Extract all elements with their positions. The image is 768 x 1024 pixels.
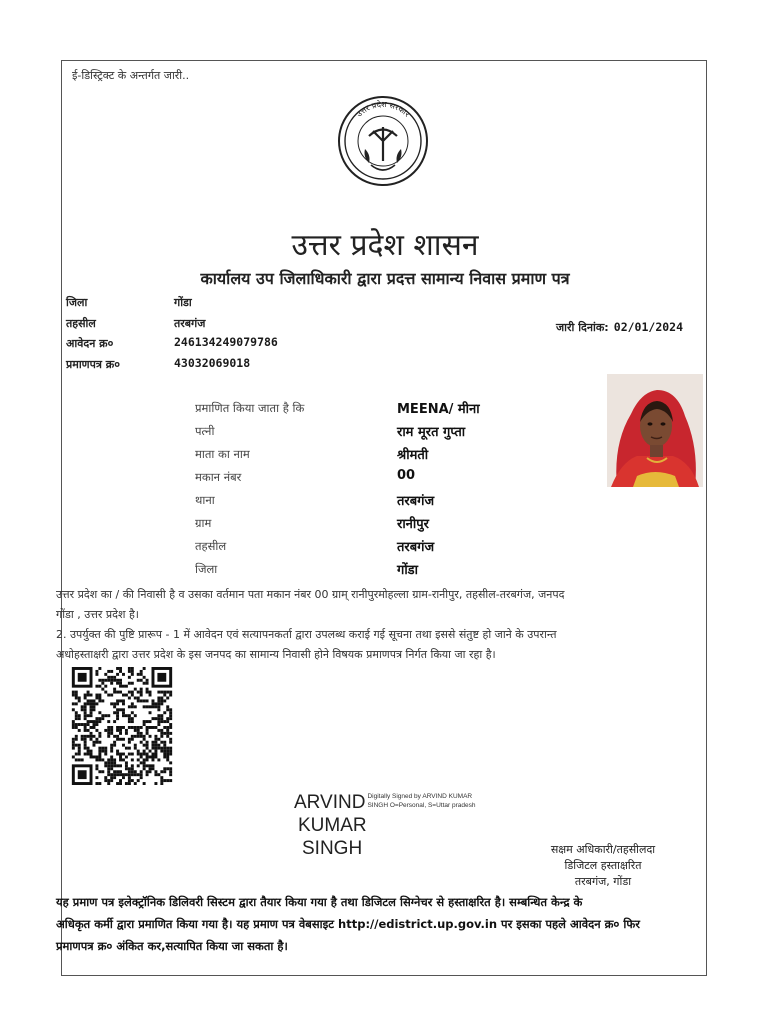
row-district-label: जिला — [195, 562, 218, 576]
footer-line-2: अधिकृत कर्मी द्वारा प्रमाणित किया गया है। यह प्रमाण पत्र वेबसाइट http://edistrict.up.gov.in पर इसका पहले आवेदन क्र० फिर — [56, 917, 640, 931]
footer-line-3: प्रमाणपत्र क्र० अंकित कर,सत्यापित किया जा सकता है। — [56, 939, 288, 953]
certificate-number-value: 43032069018 — [174, 356, 251, 370]
row-village-label: ग्राम — [195, 516, 212, 530]
issue-date-value: 02/01/2024 — [613, 320, 684, 334]
officer-line-1: सक्षम अधिकारी/तहसीलदा — [550, 843, 656, 856]
signature-meta-line-1: Digitally Signed by ARVIND KUMAR — [367, 793, 473, 800]
body-paragraph-2-line-2: अधोहस्ताक्षरी द्वारा उत्तर प्रदेश के इस जनपद का सामान्य निवासी होने विषयक प्रमाणपत्र निर्गत किया जा रहा है। — [56, 648, 496, 661]
row-mother-value: श्रीमती — [397, 448, 429, 463]
body-paragraph-1-line-1: उत्तर प्रदेश का / की निवासी है व उसका वर्तमान पता मकान नंबर 00 ग्राम् रानीपुरमोहल्ला ग्राम-रानीपुर, तहसील-तरबगंज, जनपद — [56, 588, 565, 601]
signer-name-line-3: SINGH — [302, 838, 363, 859]
row-husband-label: पत्नी — [195, 424, 215, 438]
row-village-value: रानीपुर — [397, 517, 429, 532]
body-paragraph-2-line-1: 2. उपर्युक्त की पुष्टि प्रारूप - 1 में आवेदन एवं सत्यापनकर्ता द्वारा उपलब्ध कराई गई सूचना तथा इससे संतुष्ट हो जाने के उपरान्त — [56, 628, 557, 641]
row-police-station-label: थाना — [195, 493, 215, 507]
tehsil-label: तहसील — [66, 317, 96, 330]
officer-line-3: तरबगंज, गोंडा — [574, 875, 632, 888]
certificate-page — [56, 60, 707, 976]
document-title: उत्तर प्रदेश शासन — [291, 228, 479, 263]
certificate-number-label: प्रमाणपत्र क्र० — [66, 358, 120, 371]
up-government-emblem-logo — [335, 89, 431, 201]
tehsil-value: तरबगंज — [174, 317, 206, 330]
applicant-photo-image — [607, 374, 703, 487]
district-label: जिला — [66, 296, 88, 309]
signer-name-line-2: KUMAR — [298, 815, 367, 836]
row-police-station-value: तरबगंज — [397, 494, 435, 509]
row-house-label: मकान नंबर — [195, 470, 242, 484]
row-mother-label: माता का नाम — [195, 447, 250, 461]
application-number-label: आवेदन क्र० — [66, 337, 114, 350]
application-number-value: 246134249079786 — [174, 335, 278, 349]
signature-meta-line-2: SINGH O=Personal, S=Uttar pradesh — [367, 802, 476, 809]
row-certify-value: MEENA/ मीना — [397, 402, 480, 417]
issued-under-text: ई-डिस्ट्रिक्ट के अन्तर्गत जारी.. — [72, 69, 190, 82]
row-district-value: गोंडा — [397, 563, 419, 578]
applicant-photo — [607, 374, 703, 487]
body-paragraph-1 — [56, 585, 706, 665]
verification-qr-code[interactable] — [71, 667, 173, 785]
signer-name-line-1: ARVIND — [294, 792, 366, 813]
issue-date-label: जारी दिनांक: — [556, 321, 609, 334]
body-paragraph-1-line-2: गोंडा , उत्तर प्रदेश है। — [56, 608, 139, 621]
officer-line-2: डिजिटल हस्ताक्षरित — [564, 859, 642, 872]
officer-designation — [528, 842, 678, 890]
row-husband-value: राम मूरत गुप्ता — [397, 425, 466, 440]
row-house-value: 00 — [397, 468, 416, 483]
row-certify-label: प्रमाणित किया जाता है कि — [195, 401, 305, 415]
digital-signature — [294, 791, 475, 860]
district-value: गोंडा — [174, 296, 192, 309]
emblem-text: उत्तर प्रदेश सरकार — [354, 99, 412, 119]
document-subtitle: कार्यालय उप जिलाधिकारी द्वारा प्रदत्त सामान्य निवास प्रमाण पत्र — [200, 269, 570, 288]
footer-note — [56, 891, 706, 957]
footer-line-1: यह प्रमाण पत्र इलेक्ट्रॉनिक डिलिवरी सिस्टम द्वारा तैयार किया गया है तथा डिजिटल सिग्नेचर से हस्ताक्षरित है। सम्बन्धित केन्द्र के — [56, 895, 583, 909]
row-tehsil-label: तहसील — [195, 539, 227, 553]
row-tehsil-value: तरबगंज — [397, 540, 435, 555]
issue-date — [556, 316, 683, 335]
